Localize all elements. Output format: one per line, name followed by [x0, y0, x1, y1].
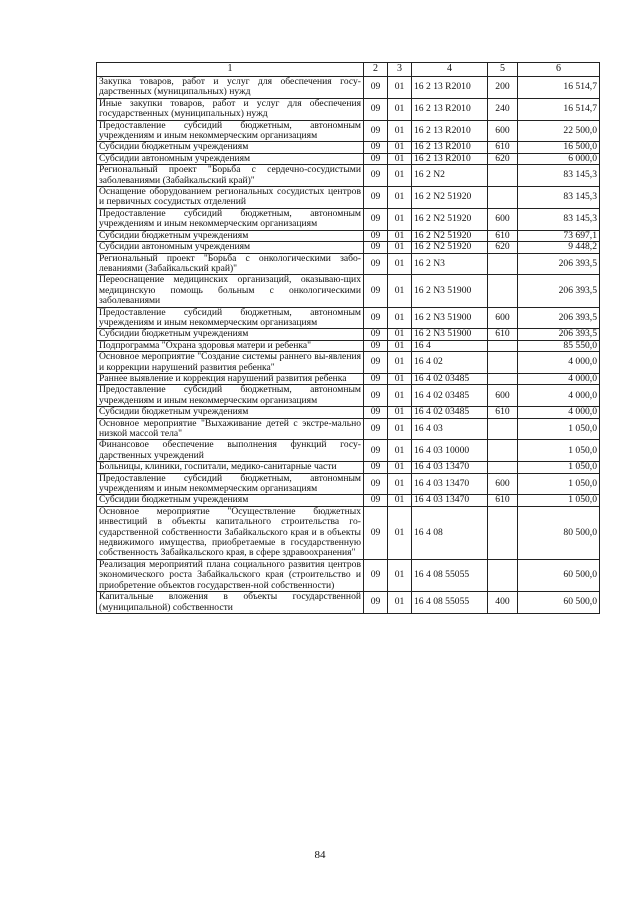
row-section-cell: 09 — [364, 473, 388, 495]
row-target-article-cell: 16 2 N3 51900 — [412, 307, 488, 329]
row-amount-cell: 60 500,0 — [518, 592, 600, 614]
row-section-cell: 09 — [364, 187, 388, 209]
row-name-cell: Подпрограмма "Охрана здоровья матери и ребенка" — [97, 340, 364, 351]
row-name-cell: Больницы, клиники, госпитали, медико-санитарные части — [97, 462, 364, 473]
table-row — [97, 98, 600, 120]
row-target-article-cell: 16 4 — [412, 340, 488, 351]
row-expense-type-cell — [488, 352, 518, 374]
budget-table — [96, 62, 600, 614]
row-amount-cell: 22 500,0 — [518, 120, 600, 142]
row-section-cell: 09 — [364, 373, 388, 384]
row-expense-type-cell — [488, 165, 518, 187]
row-expense-type-cell: 200 — [488, 77, 518, 99]
row-name-cell: Иные закупки товаров, работ и услуг для обеспечения государственных (муниципальных) нужд — [97, 98, 364, 120]
table-row — [97, 165, 600, 187]
row-name-cell: Основное мероприятие "Осуществление бюджетных инвестиций в объекты капитального строительства го-сударственной собственности Забайкальского края и в объекты недвижимого имущества, приобретаемые в государственную собственность Забайкальского края, в сфере здравоохранения" — [97, 506, 364, 559]
table-row — [97, 473, 600, 495]
row-name-cell: Капитальные вложения в объекты государственной (муниципальной) собственности — [97, 592, 364, 614]
row-target-article-cell: 16 4 02 — [412, 352, 488, 374]
row-subsection-cell: 01 — [388, 142, 412, 153]
row-subsection-cell: 01 — [388, 329, 412, 340]
row-expense-type-cell: 610 — [488, 407, 518, 418]
row-section-cell: 09 — [364, 275, 388, 307]
row-target-article-cell: 16 4 03 — [412, 418, 488, 440]
row-expense-type-cell — [488, 418, 518, 440]
row-target-article-cell: 16 2 N2 51920 — [412, 242, 488, 253]
row-target-article-cell: 16 2 13 R2010 — [412, 120, 488, 142]
table-row — [97, 440, 600, 462]
header-cell-subsection: 3 — [388, 63, 412, 77]
row-name-cell: Основное мероприятие "Выхаживание детей с экстре-мально низкой массой тела" — [97, 418, 364, 440]
row-expense-type-cell — [488, 275, 518, 307]
row-section-cell: 09 — [364, 407, 388, 418]
row-amount-cell: 4 000,0 — [518, 385, 600, 407]
row-section-cell: 09 — [364, 506, 388, 559]
row-expense-type-cell: 600 — [488, 307, 518, 329]
row-target-article-cell: 16 4 02 03485 — [412, 407, 488, 418]
row-subsection-cell: 01 — [388, 407, 412, 418]
table-row — [97, 495, 600, 506]
header-cell-section: 2 — [364, 63, 388, 77]
row-amount-cell: 1 050,0 — [518, 440, 600, 462]
page-number: 84 — [314, 849, 326, 861]
row-name-cell: Реализация мероприятий плана социального развития центров экономического роста Забайкальского края (строительство и приобретение объектов государствен-ной собственности) — [97, 559, 364, 591]
row-amount-cell: 80 500,0 — [518, 506, 600, 559]
table-body — [97, 77, 600, 614]
row-target-article-cell: 16 4 03 13470 — [412, 462, 488, 473]
row-expense-type-cell: 600 — [488, 473, 518, 495]
row-name-cell: Финансовое обеспечение выполнения функций госу-дарственных учреждений — [97, 440, 364, 462]
row-amount-cell: 206 393,5 — [518, 275, 600, 307]
row-name-cell: Субсидии бюджетным учреждениям — [97, 142, 364, 153]
table-row — [97, 275, 600, 307]
table-row — [97, 230, 600, 241]
row-name-cell: Субсидии автономным учреждениям — [97, 242, 364, 253]
row-amount-cell: 16 500,0 — [518, 142, 600, 153]
row-amount-cell: 73 697,1 — [518, 230, 600, 241]
row-section-cell: 09 — [364, 230, 388, 241]
row-target-article-cell: 16 2 N3 51900 — [412, 329, 488, 340]
row-amount-cell: 4 000,0 — [518, 407, 600, 418]
table-row — [97, 253, 600, 275]
row-section-cell: 09 — [364, 307, 388, 329]
row-name-cell: Переоснащение медицинских организаций, оказываю-щих медицинскую помощь больным с онкологическими заболеваниями — [97, 275, 364, 307]
row-name-cell: Предоставление субсидий бюджетным, автономным учреждениям и иным некоммерческим организациям — [97, 473, 364, 495]
row-amount-cell: 206 393,5 — [518, 329, 600, 340]
row-expense-type-cell: 400 — [488, 592, 518, 614]
header-cell-expense-type: 5 — [488, 63, 518, 77]
row-subsection-cell: 01 — [388, 495, 412, 506]
row-target-article-cell: 16 4 08 — [412, 506, 488, 559]
row-name-cell: Раннее выявление и коррекция нарушений развития ребенка — [97, 373, 364, 384]
row-target-article-cell: 16 4 03 13470 — [412, 473, 488, 495]
row-subsection-cell: 01 — [388, 153, 412, 164]
row-target-article-cell: 16 2 N2 — [412, 165, 488, 187]
row-section-cell: 09 — [364, 77, 388, 99]
row-name-cell: Региональный проект "Борьба с онкологическими забо-леваниями (Забайкальский край)" — [97, 253, 364, 275]
row-name-cell: Субсидии бюджетным учреждениям — [97, 495, 364, 506]
table-row — [97, 142, 600, 153]
row-expense-type-cell: 600 — [488, 385, 518, 407]
row-subsection-cell: 01 — [388, 242, 412, 253]
row-subsection-cell: 01 — [388, 187, 412, 209]
row-section-cell: 09 — [364, 98, 388, 120]
row-name-cell: Субсидии автономным учреждениям — [97, 153, 364, 164]
row-amount-cell: 4 000,0 — [518, 373, 600, 384]
row-subsection-cell: 01 — [388, 506, 412, 559]
row-target-article-cell: 16 2 N2 51920 — [412, 208, 488, 230]
row-target-article-cell: 16 2 13 R2010 — [412, 77, 488, 99]
table-row — [97, 242, 600, 253]
header-cell-target-article: 4 — [412, 63, 488, 77]
row-section-cell: 09 — [364, 165, 388, 187]
row-expense-type-cell — [488, 506, 518, 559]
row-target-article-cell: 16 4 03 10000 — [412, 440, 488, 462]
row-expense-type-cell: 620 — [488, 153, 518, 164]
row-section-cell: 09 — [364, 462, 388, 473]
row-expense-type-cell: 610 — [488, 495, 518, 506]
row-target-article-cell: 16 2 N3 51900 — [412, 275, 488, 307]
row-section-cell: 09 — [364, 153, 388, 164]
row-name-cell: Предоставление субсидий бюджетным, автономным учреждениям и иным некоммерческим организациям — [97, 385, 364, 407]
row-expense-type-cell — [488, 440, 518, 462]
row-subsection-cell: 01 — [388, 275, 412, 307]
table-row — [97, 385, 600, 407]
table-row — [97, 329, 600, 340]
row-expense-type-cell — [488, 187, 518, 209]
row-target-article-cell: 16 4 08 55055 — [412, 592, 488, 614]
row-target-article-cell: 16 2 13 R2010 — [412, 98, 488, 120]
row-name-cell: Предоставление субсидий бюджетным, автономным учреждениям и иным некоммерческим организациям — [97, 307, 364, 329]
row-amount-cell: 83 145,3 — [518, 165, 600, 187]
table-row — [97, 352, 600, 374]
table-row — [97, 418, 600, 440]
row-target-article-cell: 16 4 02 03485 — [412, 385, 488, 407]
row-section-cell: 09 — [364, 242, 388, 253]
row-target-article-cell: 16 2 13 R2010 — [412, 142, 488, 153]
row-amount-cell: 85 550,0 — [518, 340, 600, 351]
row-subsection-cell: 01 — [388, 307, 412, 329]
row-expense-type-cell: 600 — [488, 208, 518, 230]
table-row — [97, 120, 600, 142]
row-name-cell: Оснащение оборудованием региональных сосудистых центров и первичных сосудистых отделений — [97, 187, 364, 209]
table-row — [97, 77, 600, 99]
row-amount-cell: 83 145,3 — [518, 187, 600, 209]
row-amount-cell: 1 050,0 — [518, 473, 600, 495]
row-amount-cell: 6 000,0 — [518, 153, 600, 164]
row-amount-cell: 83 145,3 — [518, 208, 600, 230]
row-subsection-cell: 01 — [388, 98, 412, 120]
row-amount-cell: 60 500,0 — [518, 559, 600, 591]
row-subsection-cell: 01 — [388, 462, 412, 473]
row-name-cell: Основное мероприятие "Создание системы раннего вы-явления и коррекции нарушений развития ребенка" — [97, 352, 364, 374]
row-section-cell: 09 — [364, 559, 388, 591]
row-subsection-cell: 01 — [388, 77, 412, 99]
row-expense-type-cell: 610 — [488, 230, 518, 241]
row-subsection-cell: 01 — [388, 385, 412, 407]
row-amount-cell: 1 050,0 — [518, 462, 600, 473]
row-section-cell: 09 — [364, 208, 388, 230]
row-name-cell: Предоставление субсидий бюджетным, автономным учреждениям и иным некоммерческим организациям — [97, 208, 364, 230]
row-target-article-cell: 16 4 02 03485 — [412, 373, 488, 384]
row-target-article-cell: 16 4 08 55055 — [412, 559, 488, 591]
table-row — [97, 187, 600, 209]
row-name-cell: Субсидии бюджетным учреждениям — [97, 329, 364, 340]
row-subsection-cell: 01 — [388, 165, 412, 187]
row-subsection-cell: 01 — [388, 208, 412, 230]
row-subsection-cell: 01 — [388, 592, 412, 614]
table-row — [97, 592, 600, 614]
row-expense-type-cell: 600 — [488, 120, 518, 142]
row-section-cell: 09 — [364, 418, 388, 440]
row-section-cell: 09 — [364, 592, 388, 614]
row-expense-type-cell — [488, 559, 518, 591]
row-section-cell: 09 — [364, 440, 388, 462]
table-row — [97, 559, 600, 591]
table-row — [97, 462, 600, 473]
row-section-cell: 09 — [364, 253, 388, 275]
row-subsection-cell: 01 — [388, 253, 412, 275]
row-expense-type-cell — [488, 253, 518, 275]
table-row — [97, 407, 600, 418]
row-amount-cell: 9 448,2 — [518, 242, 600, 253]
row-subsection-cell: 01 — [388, 120, 412, 142]
row-section-cell: 09 — [364, 352, 388, 374]
row-amount-cell: 206 393,5 — [518, 253, 600, 275]
row-expense-type-cell — [488, 462, 518, 473]
row-expense-type-cell — [488, 373, 518, 384]
row-subsection-cell: 01 — [388, 352, 412, 374]
row-target-article-cell: 16 2 N3 — [412, 253, 488, 275]
row-section-cell: 09 — [364, 329, 388, 340]
table-row — [97, 208, 600, 230]
row-section-cell: 09 — [364, 385, 388, 407]
row-name-cell: Предоставление субсидий бюджетным, автономным учреждениям и иным некоммерческим организациям — [97, 120, 364, 142]
row-section-cell: 09 — [364, 120, 388, 142]
row-section-cell: 09 — [364, 142, 388, 153]
row-expense-type-cell: 240 — [488, 98, 518, 120]
table-row — [97, 340, 600, 351]
row-subsection-cell: 01 — [388, 373, 412, 384]
table-row — [97, 307, 600, 329]
row-target-article-cell: 16 2 N2 51920 — [412, 187, 488, 209]
row-name-cell: Субсидии бюджетным учреждениям — [97, 230, 364, 241]
row-subsection-cell: 01 — [388, 440, 412, 462]
table-row — [97, 506, 600, 559]
row-name-cell: Субсидии бюджетным учреждениям — [97, 407, 364, 418]
row-name-cell: Закупка товаров, работ и услуг для обеспечения госу-дарственных (муниципальных) нужд — [97, 77, 364, 99]
row-subsection-cell: 01 — [388, 473, 412, 495]
row-amount-cell: 4 000,0 — [518, 352, 600, 374]
row-target-article-cell: 16 2 N2 51920 — [412, 230, 488, 241]
row-amount-cell: 16 514,7 — [518, 98, 600, 120]
header-cell-name: 1 — [97, 63, 364, 77]
row-amount-cell: 16 514,7 — [518, 77, 600, 99]
table-row — [97, 373, 600, 384]
row-section-cell: 09 — [364, 495, 388, 506]
row-expense-type-cell: 620 — [488, 242, 518, 253]
row-expense-type-cell — [488, 340, 518, 351]
header-cell-amount: 6 — [518, 63, 600, 77]
row-name-cell: Региональный проект "Борьба с сердечно-сосудистыми заболеваниями (Забайкальский край)" — [97, 165, 364, 187]
row-target-article-cell: 16 2 13 R2010 — [412, 153, 488, 164]
row-subsection-cell: 01 — [388, 340, 412, 351]
row-expense-type-cell: 610 — [488, 329, 518, 340]
row-amount-cell: 206 393,5 — [518, 307, 600, 329]
row-amount-cell: 1 050,0 — [518, 418, 600, 440]
row-subsection-cell: 01 — [388, 559, 412, 591]
table-row — [97, 153, 600, 164]
row-subsection-cell: 01 — [388, 230, 412, 241]
table-header-row — [97, 63, 600, 77]
row-subsection-cell: 01 — [388, 418, 412, 440]
row-section-cell: 09 — [364, 340, 388, 351]
row-amount-cell: 1 050,0 — [518, 495, 600, 506]
row-target-article-cell: 16 4 03 13470 — [412, 495, 488, 506]
row-expense-type-cell: 610 — [488, 142, 518, 153]
